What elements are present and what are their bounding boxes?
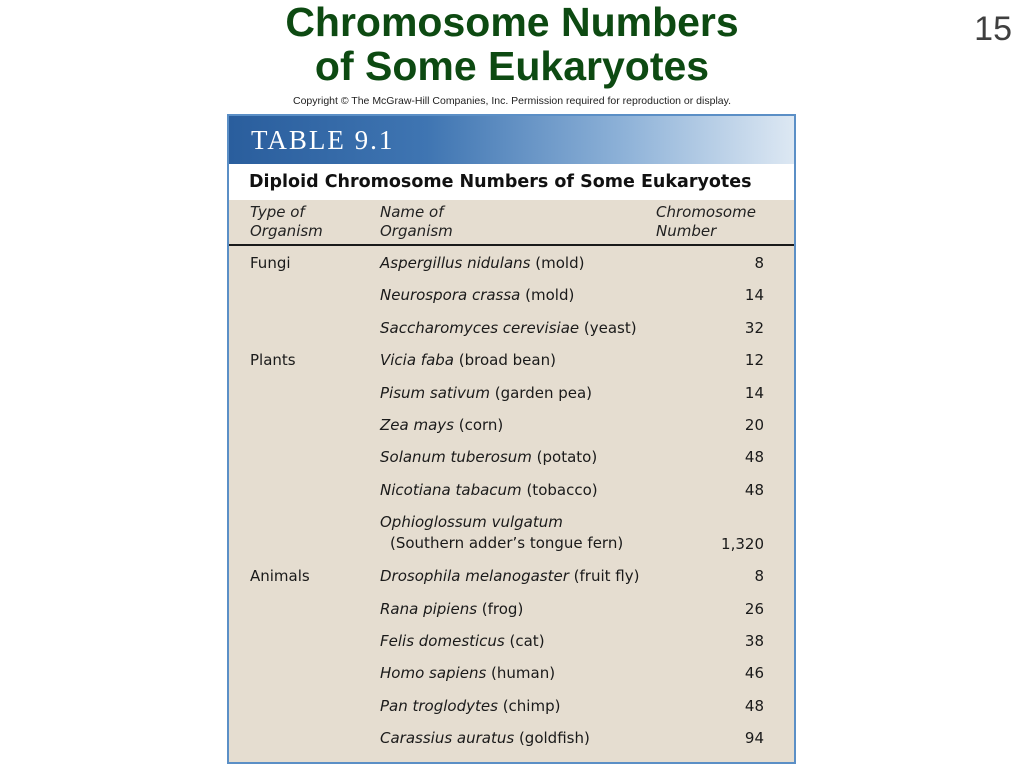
common-name: (fruit fly) (568, 567, 640, 586)
table-row (229, 592, 794, 624)
chromosome-number: 14 (744, 286, 764, 305)
chromosome-number: 8 (754, 254, 764, 272)
table-row (229, 343, 794, 375)
table-row (229, 473, 794, 505)
chromosome-number: 8 (754, 567, 764, 586)
chromosome-number: 20 (744, 415, 764, 434)
table-row (229, 376, 794, 408)
slide-title (0, 0, 1024, 88)
table-row (229, 559, 794, 591)
organism-name (380, 254, 584, 272)
organism-name (380, 481, 598, 499)
common-name: (tobacco) (521, 480, 598, 499)
common-name: (mold) (520, 286, 575, 305)
common-name: (human) (486, 664, 556, 683)
organism-name (380, 664, 555, 682)
slide-title-line-2: of Some Eukaryotes (314, 43, 710, 89)
organism-type: Plants (250, 351, 296, 370)
scientific-name: Neurospora crassa (380, 286, 521, 305)
table-row (229, 246, 794, 278)
slide-title-line-1: Chromosome Numbers (285, 0, 739, 45)
organism-type: Animals (250, 567, 310, 586)
table-row (229, 656, 794, 688)
chromosome-number: 12 (744, 351, 764, 370)
organism-name (380, 632, 545, 650)
organism-name (380, 697, 560, 715)
slide-number: 15 (974, 10, 1012, 48)
organism-name (380, 416, 503, 434)
scientific-name: Drosophila melanogaster (380, 567, 569, 586)
table-row (229, 408, 794, 440)
organism-name (380, 319, 637, 337)
header-chromosome-number: Chromosome Number (656, 203, 756, 240)
table-row (229, 689, 794, 721)
header-type-of-organism: Type of Organism (250, 203, 323, 240)
table-label: TABLE 9.1 (251, 125, 395, 155)
organism-name (380, 448, 597, 466)
chromosome-table (227, 114, 796, 764)
chromosome-number: 48 (744, 480, 764, 499)
table-row (229, 311, 794, 343)
common-name: (cat) (504, 631, 545, 650)
table-body (229, 246, 794, 753)
organism-name (380, 286, 574, 304)
organism-name (380, 384, 592, 402)
table-row (229, 440, 794, 472)
chromosome-number: 38 (744, 631, 764, 650)
common-name: (garden pea) (489, 383, 593, 402)
scientific-name: Saccharomyces cerevisiae (380, 318, 580, 337)
scientific-name: Felis domesticus (380, 631, 505, 650)
scientific-name: Carassius auratus (380, 729, 515, 748)
scientific-name: Zea mays (380, 415, 454, 434)
chromosome-number: 46 (744, 664, 764, 683)
scientific-name: Ophioglossum vulgatum (380, 513, 563, 532)
organism-name (380, 513, 623, 552)
chromosome-number: 94 (744, 729, 764, 748)
copyright-notice: Copyright © The McGraw-Hill Companies, Inc. Permission required for reproduction or display. (292, 95, 732, 107)
chromosome-number: 32 (744, 318, 764, 337)
organism-name (380, 567, 639, 585)
scientific-name: Homo sapiens (380, 664, 487, 683)
table-row (229, 624, 794, 656)
chromosome-number: 26 (744, 599, 764, 618)
common-name: (corn) (453, 415, 504, 434)
scientific-name: Rana pipiens (380, 599, 478, 618)
organism-name (380, 351, 556, 369)
table-header-bar (229, 116, 794, 164)
chromosome-number: 14 (744, 383, 764, 402)
common-name: (mold) (530, 254, 585, 272)
organism-type: Fungi (250, 254, 291, 272)
table-caption: Diploid Chromosome Numbers of Some Eukaryotes (229, 164, 794, 200)
scientific-name: Solanum tuberosum (380, 448, 532, 467)
common-name: (goldfish) (514, 729, 590, 748)
chromosome-number: 48 (744, 448, 764, 467)
table-row (229, 505, 794, 559)
common-name: (frog) (477, 599, 524, 618)
header-name-of-organism: Name of Organism (380, 203, 453, 240)
scientific-name: Pan troglodytes (380, 696, 498, 715)
common-name: (broad bean) (454, 351, 556, 370)
scientific-name: Pisum sativum (380, 383, 490, 402)
scientific-name: Nicotiana tabacum (380, 480, 522, 499)
common-name: (Southern adder’s tongue fern) (390, 534, 624, 553)
scientific-name: Vicia faba (380, 351, 454, 370)
table-row (229, 278, 794, 310)
chromosome-number: 1,320 (721, 535, 764, 554)
common-name: (potato) (531, 448, 598, 467)
scientific-name: Aspergillus nidulans (380, 254, 531, 272)
chromosome-number: 48 (744, 696, 764, 715)
common-name: (chimp) (497, 696, 561, 715)
common-name: (yeast) (579, 318, 637, 337)
organism-name (380, 729, 590, 747)
organism-name (380, 600, 523, 618)
column-headers (229, 200, 794, 246)
table-row (229, 721, 794, 753)
